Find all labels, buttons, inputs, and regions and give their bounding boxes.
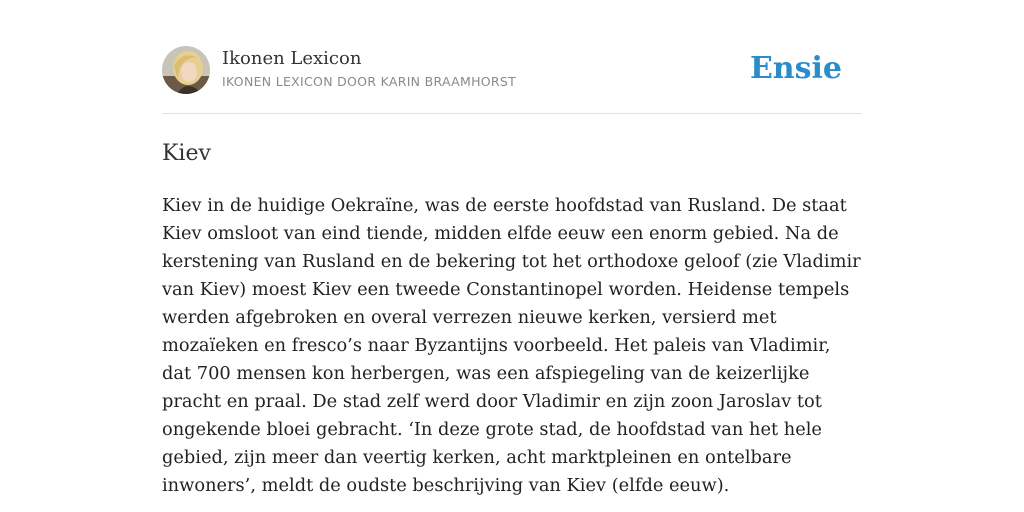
article-body: Kiev in de huidige Oekraïne, was de eerste hoofdstad van Rusland. De staat Kiev omsloot van eind tiende, midden elfde eeuw een enorm gebied. Na de kerstening van Rusland en de bekering tot het orthodoxe geloof (zie Vladimir van Kiev) moest Kiev een tweede Constantinopel worden. Heidense tempels werden afgebroken en overal verrezen nieuwe kerken, versierd met mozaïeken en fresco’s naar Byzantijns voorbeeld. Het paleis van Vladimir, dat 700 mensen kon herbergen, was een afspiegeling van de keizerlijke pracht en praal. De stad zelf werd door Vladimir en zijn zoon Jaroslav tot ongekende bloei gebracht. ‘In deze grote stad, de hoofdstad van het hele gebied, zijn meer dan veertig kerken, acht marktpleinen en ontelbare inwoners’, meldt de oudste beschrijving van Kiev (elfde eeuw).: [162, 195, 861, 496]
author-name[interactable]: Ikonen Lexicon: [222, 48, 362, 69]
page-header: [162, 46, 862, 114]
article-title: Kiev: [162, 141, 211, 166]
author-block: [222, 48, 516, 90]
page-container: [162, 46, 862, 500]
author-subtitle[interactable]: IKONEN LEXICON DOOR KARIN BRAAMHORST: [222, 74, 517, 89]
brand-logo[interactable]: Ensie: [749, 51, 842, 86]
avatar-portrait-icon: [162, 46, 210, 94]
avatar[interactable]: [162, 46, 210, 94]
